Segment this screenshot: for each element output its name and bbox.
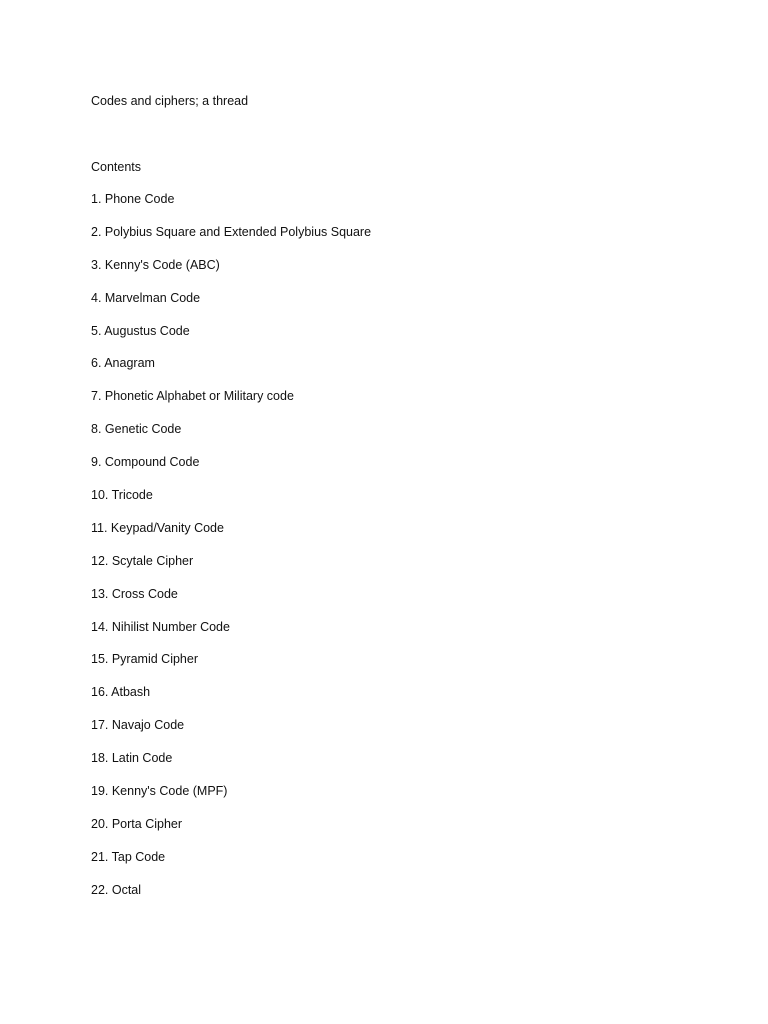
contents-item: 7. Phonetic Alphabet or Military code [91, 389, 294, 404]
contents-item: 2. Polybius Square and Extended Polybius Square [91, 224, 372, 239]
contents-item: 22. Octal [91, 882, 142, 897]
contents-item: 13. Cross Code [91, 586, 178, 601]
contents-item: 21. Tap Code [91, 849, 166, 864]
contents-list [91, 191, 371, 915]
contents-item: 3. Kenny's Code (ABC) [91, 257, 220, 272]
contents-heading: Contents [91, 160, 142, 174]
contents-item: 20. Porta Cipher [91, 816, 183, 831]
contents-item: 14. Nihilist Number Code [91, 619, 230, 634]
contents-item: 18. Latin Code [91, 751, 173, 766]
contents-item: 8. Genetic Code [91, 422, 182, 437]
contents-item: 15. Pyramid Cipher [91, 652, 198, 667]
contents-item: 5. Augustus Code [91, 323, 190, 338]
contents-item: 19. Kenny's Code (MPF) [91, 784, 228, 799]
contents-item: 12. Scytale Cipher [91, 553, 194, 568]
contents-item: 16. Atbash [91, 685, 151, 700]
contents-item: 11. Keypad/Vanity Code [91, 520, 224, 535]
contents-item: 4. Marvelman Code [91, 290, 201, 305]
contents-item: 6. Anagram [91, 356, 155, 371]
contents-item: 1. Phone Code [91, 192, 175, 206]
contents-item: 10. Tricode [91, 488, 153, 503]
contents-item: 17. Navajo Code [91, 718, 185, 733]
document-title: Codes and ciphers; a thread [91, 94, 249, 108]
contents-item: 9. Compound Code [91, 455, 200, 470]
